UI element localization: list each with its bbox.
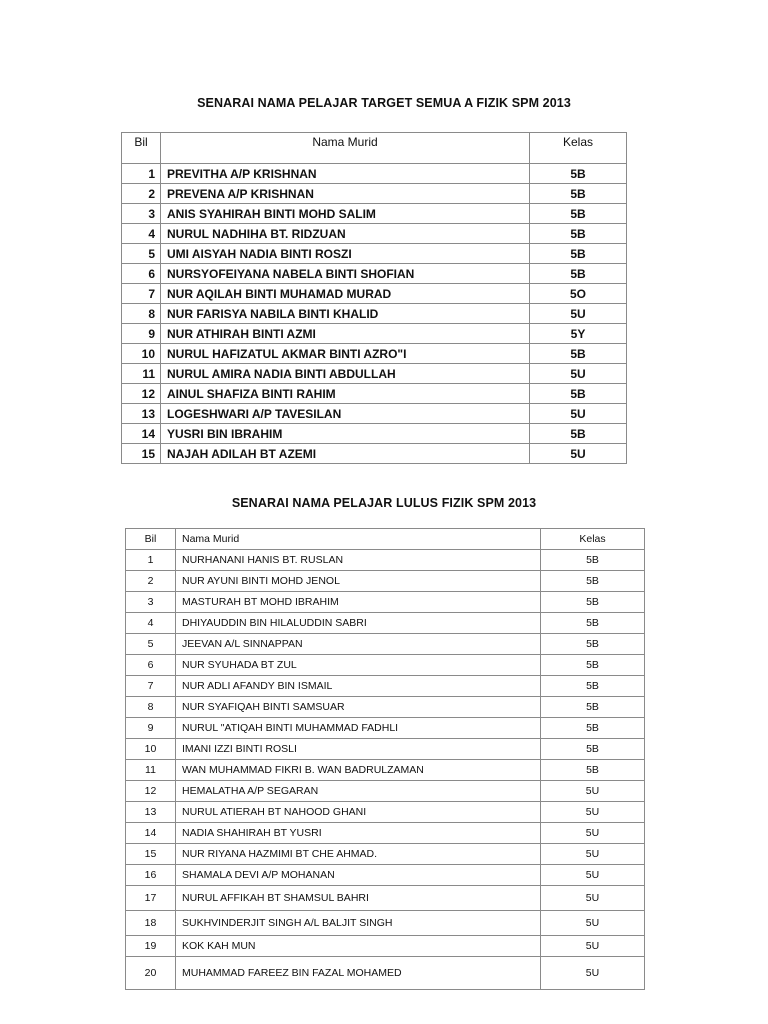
student-class: 5B bbox=[530, 264, 627, 284]
student-class: 5U bbox=[541, 802, 645, 823]
row-number: 8 bbox=[122, 304, 161, 324]
student-class: 5B bbox=[530, 204, 627, 224]
student-name: NURUL NADHIHA BT. RIDZUAN bbox=[161, 224, 530, 244]
student-class: 5U bbox=[530, 304, 627, 324]
passed-list-title: SENARAI NAMA PELAJAR LULUS FIZIK SPM 2013 bbox=[231, 496, 537, 510]
row-number: 5 bbox=[122, 244, 161, 264]
student-class: 5B bbox=[541, 634, 645, 655]
student-name: NUR ATHIRAH BINTI AZMI bbox=[161, 324, 530, 344]
student-class: 5U bbox=[541, 911, 645, 936]
student-class: 5B bbox=[541, 718, 645, 739]
table-row bbox=[126, 655, 645, 676]
table-row bbox=[126, 760, 645, 781]
target-students-rows bbox=[122, 164, 627, 464]
student-class: 5U bbox=[541, 823, 645, 844]
table-row bbox=[126, 613, 645, 634]
row-number: 9 bbox=[126, 718, 176, 739]
student-class: 5U bbox=[530, 404, 627, 424]
row-number: 18 bbox=[126, 911, 176, 936]
student-name: UMI AISYAH NADIA BINTI ROSZI bbox=[161, 244, 530, 264]
student-name: KOK KAH MUN bbox=[176, 936, 541, 957]
table-row bbox=[126, 550, 645, 571]
student-class: 5B bbox=[530, 244, 627, 264]
student-name: YUSRI BIN IBRAHIM bbox=[161, 424, 530, 444]
table-row bbox=[122, 264, 627, 284]
column-header-kelas: Kelas bbox=[530, 133, 627, 164]
table-row bbox=[126, 571, 645, 592]
student-name: IMANI IZZI BINTI ROSLI bbox=[176, 739, 541, 760]
row-number: 14 bbox=[122, 424, 161, 444]
row-number: 4 bbox=[122, 224, 161, 244]
student-class: 5U bbox=[541, 865, 645, 886]
passed-students-table bbox=[125, 528, 645, 990]
table-row bbox=[122, 184, 627, 204]
student-class: 5B bbox=[530, 424, 627, 444]
student-class: 5B bbox=[530, 184, 627, 204]
row-number: 13 bbox=[126, 802, 176, 823]
student-name: NUR FARISYA NABILA BINTI KHALID bbox=[161, 304, 530, 324]
student-class: 5B bbox=[541, 592, 645, 613]
student-name: NUR RIYANA HAZMIMI BT CHE AHMAD. bbox=[176, 844, 541, 865]
table-row bbox=[126, 634, 645, 655]
student-name: NADIA SHAHIRAH BT YUSRI bbox=[176, 823, 541, 844]
row-number: 11 bbox=[126, 760, 176, 781]
student-class: 5B bbox=[541, 550, 645, 571]
table-row bbox=[122, 204, 627, 224]
student-name: NUR SYAFIQAH BINTI SAMSUAR bbox=[176, 697, 541, 718]
student-name: LOGESHWARI A/P TAVESILAN bbox=[161, 404, 530, 424]
table-row bbox=[126, 697, 645, 718]
table-row bbox=[122, 444, 627, 464]
column-header-nama-murid: Nama Murid bbox=[161, 133, 530, 164]
table-row bbox=[126, 886, 645, 911]
student-class: 5U bbox=[541, 844, 645, 865]
row-number: 20 bbox=[126, 957, 176, 990]
student-class: 5B bbox=[541, 655, 645, 676]
table-row bbox=[122, 244, 627, 264]
student-class: 5B bbox=[541, 739, 645, 760]
student-class: 5Y bbox=[530, 324, 627, 344]
column-header-kelas: Kelas bbox=[541, 529, 645, 550]
target-list-title: SENARAI NAMA PELAJAR TARGET SEMUA A FIZIK SPM 2013 bbox=[197, 96, 571, 110]
row-number: 7 bbox=[122, 284, 161, 304]
student-class: 5U bbox=[541, 936, 645, 957]
table-row bbox=[122, 424, 627, 444]
student-class: 5U bbox=[541, 957, 645, 990]
row-number: 3 bbox=[122, 204, 161, 224]
student-name: PREVENA A/P KRISHNAN bbox=[161, 184, 530, 204]
row-number: 13 bbox=[122, 404, 161, 424]
student-name: AINUL SHAFIZA BINTI RAHIM bbox=[161, 384, 530, 404]
student-class: 5B bbox=[541, 676, 645, 697]
student-name: NUR AQILAH BINTI MUHAMAD MURAD bbox=[161, 284, 530, 304]
table-row bbox=[126, 781, 645, 802]
student-class: 5B bbox=[530, 224, 627, 244]
row-number: 1 bbox=[122, 164, 161, 184]
student-class: 5U bbox=[530, 364, 627, 384]
row-number: 7 bbox=[126, 676, 176, 697]
row-number: 12 bbox=[122, 384, 161, 404]
student-name: NUR AYUNI BINTI MOHD JENOL bbox=[176, 571, 541, 592]
row-number: 19 bbox=[126, 936, 176, 957]
table-row bbox=[126, 844, 645, 865]
row-number: 15 bbox=[122, 444, 161, 464]
table-header-row bbox=[122, 133, 627, 164]
table-row bbox=[126, 802, 645, 823]
table-row bbox=[122, 284, 627, 304]
table-header-row bbox=[126, 529, 645, 550]
student-class: 5B bbox=[541, 571, 645, 592]
table-row bbox=[122, 384, 627, 404]
row-number: 6 bbox=[122, 264, 161, 284]
table-row bbox=[122, 344, 627, 364]
passed-students-rows bbox=[126, 550, 645, 990]
student-name: MASTURAH BT MOHD IBRAHIM bbox=[176, 592, 541, 613]
student-name: WAN MUHAMMAD FIKRI B. WAN BADRULZAMAN bbox=[176, 760, 541, 781]
student-name: JEEVAN A/L SINNAPPAN bbox=[176, 634, 541, 655]
student-class: 5B bbox=[530, 384, 627, 404]
row-number: 12 bbox=[126, 781, 176, 802]
student-name: HEMALATHA A/P SEGARAN bbox=[176, 781, 541, 802]
table-row bbox=[122, 224, 627, 244]
row-number: 17 bbox=[126, 886, 176, 911]
row-number: 3 bbox=[126, 592, 176, 613]
row-number: 6 bbox=[126, 655, 176, 676]
row-number: 15 bbox=[126, 844, 176, 865]
student-class: 5U bbox=[541, 781, 645, 802]
row-number: 2 bbox=[122, 184, 161, 204]
column-header-bil: Bil bbox=[126, 529, 176, 550]
student-name: PREVITHA A/P KRISHNAN bbox=[161, 164, 530, 184]
student-name: SUKHVINDERJIT SINGH A/L BALJIT SINGH bbox=[176, 911, 541, 936]
student-name: NURUL AMIRA NADIA BINTI ABDULLAH bbox=[161, 364, 530, 384]
table-row bbox=[126, 739, 645, 760]
student-class: 5U bbox=[530, 444, 627, 464]
student-class: 5B bbox=[541, 613, 645, 634]
row-number: 8 bbox=[126, 697, 176, 718]
table-row bbox=[126, 936, 645, 957]
column-header-bil: Bil bbox=[122, 133, 161, 164]
table-row bbox=[122, 364, 627, 384]
row-number: 4 bbox=[126, 613, 176, 634]
row-number: 10 bbox=[126, 739, 176, 760]
student-name: ANIS SYAHIRAH BINTI MOHD SALIM bbox=[161, 204, 530, 224]
row-number: 11 bbox=[122, 364, 161, 384]
row-number: 5 bbox=[126, 634, 176, 655]
table-row bbox=[122, 404, 627, 424]
student-class: 5O bbox=[530, 284, 627, 304]
table-row bbox=[126, 911, 645, 936]
student-name: NURUL "ATIQAH BINTI MUHAMMAD FADHLI bbox=[176, 718, 541, 739]
table-row bbox=[126, 865, 645, 886]
student-name: NAJAH ADILAH BT AZEMI bbox=[161, 444, 530, 464]
table-row bbox=[122, 164, 627, 184]
student-name: NURUL ATIERAH BT NAHOOD GHANI bbox=[176, 802, 541, 823]
column-header-nama-murid: Nama Murid bbox=[176, 529, 541, 550]
student-name: DHIYAUDDIN BIN HILALUDDIN SABRI bbox=[176, 613, 541, 634]
student-class: 5U bbox=[541, 886, 645, 911]
row-number: 10 bbox=[122, 344, 161, 364]
table-row bbox=[122, 304, 627, 324]
student-class: 5B bbox=[530, 344, 627, 364]
row-number: 2 bbox=[126, 571, 176, 592]
student-name: NUR ADLI AFANDY BIN ISMAIL bbox=[176, 676, 541, 697]
table-row bbox=[126, 718, 645, 739]
student-name: NUR SYUHADA BT ZUL bbox=[176, 655, 541, 676]
student-name: SHAMALA DEVI A/P MOHANAN bbox=[176, 865, 541, 886]
row-number: 1 bbox=[126, 550, 176, 571]
row-number: 16 bbox=[126, 865, 176, 886]
student-class: 5B bbox=[541, 760, 645, 781]
table-row bbox=[126, 823, 645, 844]
student-class: 5B bbox=[530, 164, 627, 184]
student-name: NURUL HAFIZATUL AKMAR BINTI AZRO"I bbox=[161, 344, 530, 364]
table-row bbox=[126, 676, 645, 697]
table-row bbox=[122, 324, 627, 344]
row-number: 14 bbox=[126, 823, 176, 844]
student-class: 5B bbox=[541, 697, 645, 718]
table-row bbox=[126, 592, 645, 613]
student-name: NURSYOFEIYANA NABELA BINTI SHOFIAN bbox=[161, 264, 530, 284]
student-name: NURHANANI HANIS BT. RUSLAN bbox=[176, 550, 541, 571]
table-row bbox=[126, 957, 645, 990]
student-name: NURUL AFFIKAH BT SHAMSUL BAHRI bbox=[176, 886, 541, 911]
row-number: 9 bbox=[122, 324, 161, 344]
student-name: MUHAMMAD FAREEZ BIN FAZAL MOHAMED bbox=[176, 957, 541, 990]
target-students-table bbox=[121, 132, 627, 464]
